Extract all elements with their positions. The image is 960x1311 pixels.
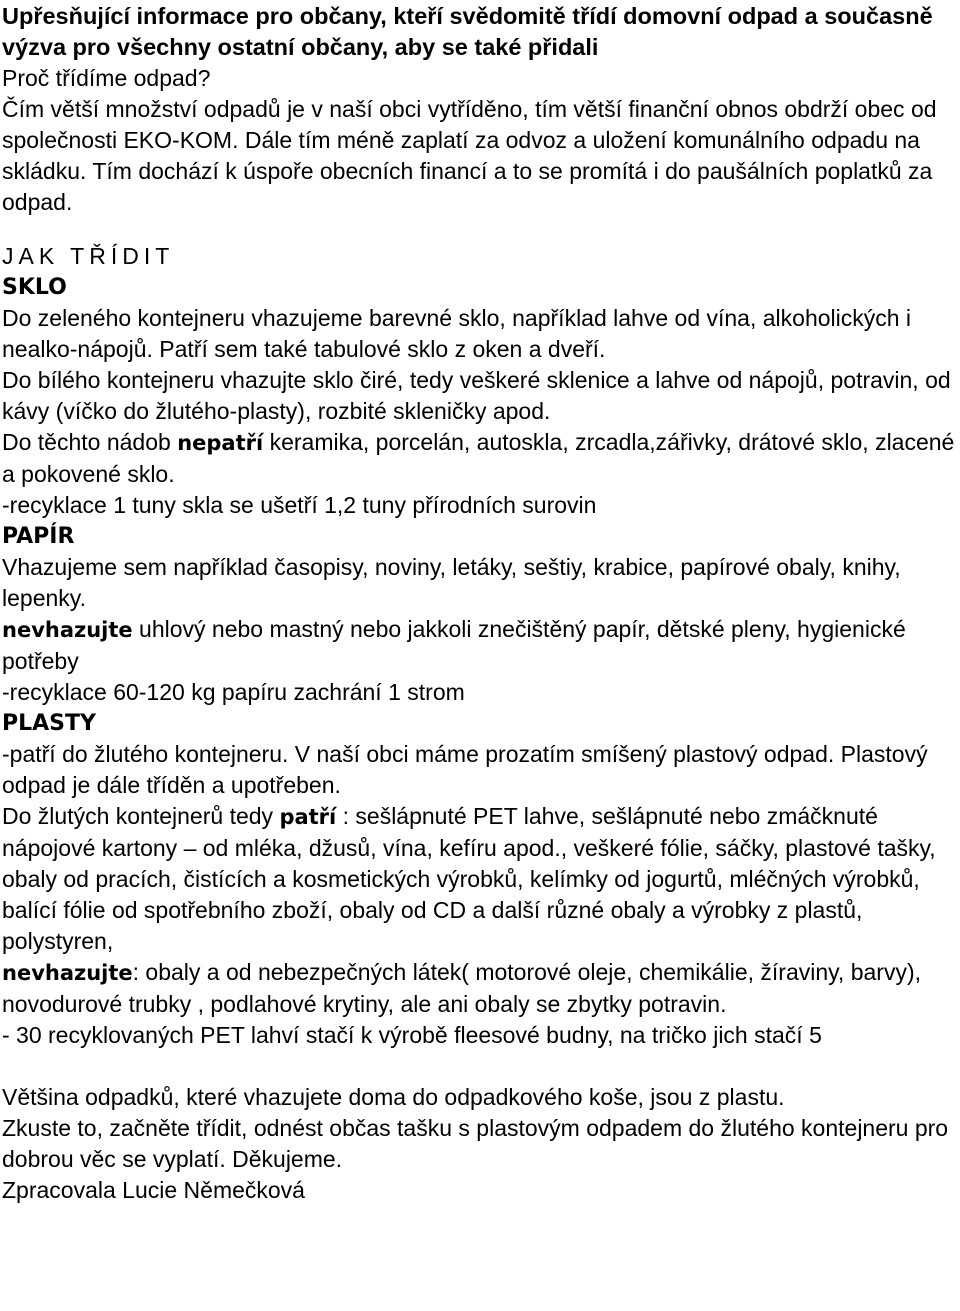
paper-recycling-fact: -recyklace 60-120 kg papíru zachrání 1 strom: [2, 679, 465, 705]
glass-keyword: nepatří: [177, 431, 264, 455]
paper-paragraph-allowed: Vhazujeme sem například časopisy, noviny, letáky, seštiy, krabice, papírové obaly, knihy, lepenky.: [2, 554, 901, 611]
glass-paragraph-green: Do zeleného kontejneru vhazujeme barevné sklo, například lahve od vína, alkoholických i nealko-nápojů. Patří sem také tabulové sklo z oken a dveří.: [2, 305, 912, 362]
plastic-paragraph-not-allowed: [2, 957, 958, 1020]
author-line: Zpracovala Lucie Němečková: [2, 1177, 305, 1203]
closing-paragraph-1: Většina odpadků, které vhazujete doma do odpadkového koše, jsou z plastu.: [2, 1084, 785, 1110]
closing-paragraph-2: Zkuste to, začněte třídit, odnést občas tašku s plastovým odpadem do žlutého kontejneru pro dobrou věc se vyplatí. Děkujeme.: [2, 1115, 949, 1172]
plastic-not-allowed-text: : obaly a od nebezpečných látek( motorové oleje, chemikálie, žíraviny, barvy), novodurové trubky , podlahové krytiny, ale ani obaly se zbytky potravin.: [2, 959, 922, 1017]
intro-text: Čím větší množství odpadů je v naší obci vytříděno, tím větší finanční obnos obdrží obec od společnosti EKO-KOM. Dále tím méně zaplatí za odvoz a uložení komunálního odpadu na skládku. Tím dochází k úspoře obecních financí a to se promítá i do paušálních poplatků za odpad.: [2, 96, 937, 215]
paper-heading: PAPÍR: [2, 524, 75, 549]
paper-text-after: uhlový nebo mastný nebo jakkoli znečištěný papír, dětské pleny, hygienické potřeby: [2, 616, 906, 674]
paper-keyword: nevhazujte: [2, 618, 133, 642]
document-title: Upřesňující informace pro občany, kteří svědomitě třídí domovní odpad a současně výzva pro všechny ostatní občany, aby se také přidali: [2, 3, 933, 60]
glass-text-before: Do těchto nádob: [2, 429, 178, 455]
plastic-paragraph-allowed: [2, 801, 958, 957]
intro-question: Proč třídíme odpad?: [2, 65, 211, 91]
plastic-heading: PLASTY: [2, 711, 96, 736]
glass-text-after: keramika, porcelán, autoskla, zrcadla,zářivky, drátové sklo, zlacené a pokovené sklo.: [2, 429, 955, 487]
plastic-keyword-not-allowed: nevhazujte: [2, 961, 133, 985]
plastic-paragraph-intro: -patří do žlutého kontejneru. V naší obci máme prozatím smíšený plastový odpad. Plastový odpad je dále tříděn a upotřeben.: [2, 741, 928, 798]
document-page: [0, 1, 958, 1206]
spacer: [2, 218, 958, 241]
glass-heading: SKLO: [2, 275, 67, 300]
plastic-text-after: : sešlápnuté PET lahve, sešlápnuté nebo zmáčknuté nápojové kartony – od mléka, džusů, vína, kefíru apod., veškeré fólie, sáčky, plastové tašky, obaly od pracích, čistících a kosmetických výrobků, kelímky od jogurtů, mléčných výrobků, balící fólie od spotřebního zboží, obaly od CD a další různé obaly a výrobky z plastů, polystyren,: [2, 803, 936, 954]
glass-recycling-fact: -recyklace 1 tuny skla se ušetří 1,2 tuny přírodních surovin: [2, 492, 597, 518]
plastic-recycling-fact: - 30 recyklovaných PET lahví stačí k výrobě fleesové budny, na tričko jich stačí 5: [2, 1022, 822, 1048]
glass-paragraph-white: Do bílého kontejneru vhazujte sklo čiré, tedy veškeré sklenice a lahve od nápojů, potravin, od kávy (víčko do žlutého-plasty), rozbité skleničky apod.: [2, 367, 951, 424]
how-to-sort-heading: JAK TŘÍDIT: [2, 243, 175, 269]
glass-paragraph-not-allowed: [2, 427, 958, 490]
spacer: [2, 1051, 958, 1082]
plastic-keyword-allowed: patří: [279, 805, 337, 829]
paper-paragraph-not-allowed: [2, 614, 958, 677]
plastic-text-before: Do žlutých kontejnerů tedy: [2, 803, 280, 829]
